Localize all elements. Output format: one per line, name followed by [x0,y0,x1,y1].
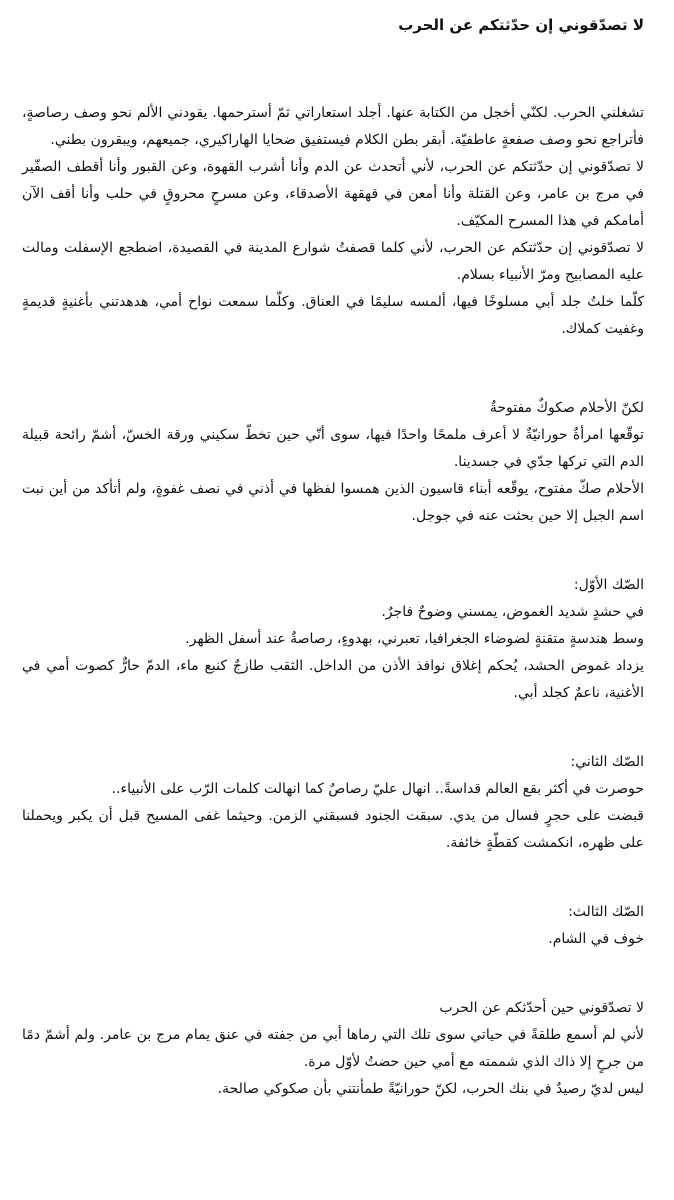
section-second-check [22,749,644,857]
paragraph: يزداد غموض الحشد، يُحكم إغلاق نوافذ الأذن من الداخل. الثقب طازجٌ كنبع ماء، الدمّ حارٌّ كصوت أمي في الأغنية، ناعمٌ كجلد أبي. [22,658,644,701]
paragraph: قبضت على حجرٍ فسال من يدي. سبقت الجنود فسبقني الزمن. وحيثما غفى المسيح قبل أن يكبر ويحملنا على ظهره، انكمشت كقطّةٍ خائفة. [22,808,644,851]
section-spacer [22,343,644,395]
section-heading: لكنّ الأحلام صكوكٌ مفتوحةٌ [489,400,644,416]
section-heading: الصّك الأوّل: [573,577,644,593]
paragraph: كلّما خلتُ جلد أبي مسلوخًا فيها، ألمسه سليمًا في العناق. وكلّما سمعت نواح أمي، هدهدتني بأغنيةٍ قديمةٍ وغفيت كملاك. [22,294,644,337]
section-spacer [22,953,644,995]
paragraph: ليس لديّ رصيدٌ في بنك الحرب، لكنّ حورانيّةً طمأنتني بأن صكوكي صالحة. [217,1081,644,1097]
paragraph: تشغلني الحرب. لكنّي أخجل من الكتابة عنها. أجلد استعاراتي ثمّ أسترحمها. يقودني الألم نحو وصف رصاصةٍ، فأتراجع نحو وصف صفعةٍ عاطفيّة. أبقر بطن الكلام فيستفيق ضحايا الهاراكيري، جميعهم، ويبقرون بطني. [22,105,644,148]
section-spacer [22,707,644,749]
paragraph: توقّعها امرأةٌ حورانيّةٌ لا أعرف ملمحًا واحدًا فيها، سوى أنّي حين تخطّ سكيني ورقة الخسّ، أشمّ رائحة قبيلة الدم التي تركها جدّي في جسدينا. [22,427,644,470]
paragraph: في حشدٍ شديد الغموض، يمسني وضوحٌ فاجرٌ. [381,604,644,620]
section-war-confession [22,100,644,343]
section-spacer [22,857,644,899]
section-third-check [22,899,644,953]
section-dreams-are-checks [22,395,644,530]
paragraph: خوف في الشام. [548,931,644,947]
section-heading: الصّك الثالث: [568,904,644,920]
section-first-check [22,572,644,707]
paragraph: لا تصدّقوني إن حدّثتكم عن الحرب، لأني كلما قصفتُ شوارع المدينة في القصيدة، اضطجع الإسفلت ومالت عليه المصابيح ومرّ الأنبياء بسلام. [22,240,644,283]
paragraph: الأحلام صكّ مفتوح، يوقّعه أبناء قاسيون الذين همسوا لفظها في أذني في نصف غفوةٍ، ولم أتأكد من أين نبت اسم الجبل إلا حين بحثت عنه في جوجل. [22,481,644,524]
document-title: لا تصدّقوني إن حدّثتكم عن الحرب [398,16,644,34]
section-dont-believe-me [22,995,644,1103]
paragraph: لا تصدّقوني إن حدّثتكم عن الحرب، لأني أتحدث عن الدم وأنا أشرب القهوة، وعن القبور وأنا أقطف الصفّير في مرج بن عامر، وعن القتلة وأنا أمعن في قهقهة الأصدقاء، وعن مسرحٍ محروقٍ في حلب وأنا أقف الآن أمامكم في هذا المسرح المكيّف. [22,159,644,229]
section-spacer [22,530,644,572]
paragraph: وسط هندسةٍ متقنةٍ لضوضاء الجغرافيا، تعبرني، بهدوءٍ، رصاصةٌ عند أسفل الظهر. [185,631,644,647]
paragraph: لأني لم أسمع طلقةً في حياتي سوى تلك التي رماها أبي من جفته في عنق يمام مرج بن عامر. ولم أشمّ دمًا من جرحٍ إلا ذاك الذي شممته مع أمي حين حضتُ لأوّل مرة. [22,1027,644,1070]
section-heading: لا تصدّقوني حين أحدّثكم عن الحرب [439,1000,644,1016]
paragraph: حوصرت في أكثر بقع العالم قداسةً.. انهال عليّ رصاصٌ كما انهالت كلمات الرّب على الأنبياء.. [111,781,644,797]
section-heading: الصّك الثاني: [570,754,644,770]
